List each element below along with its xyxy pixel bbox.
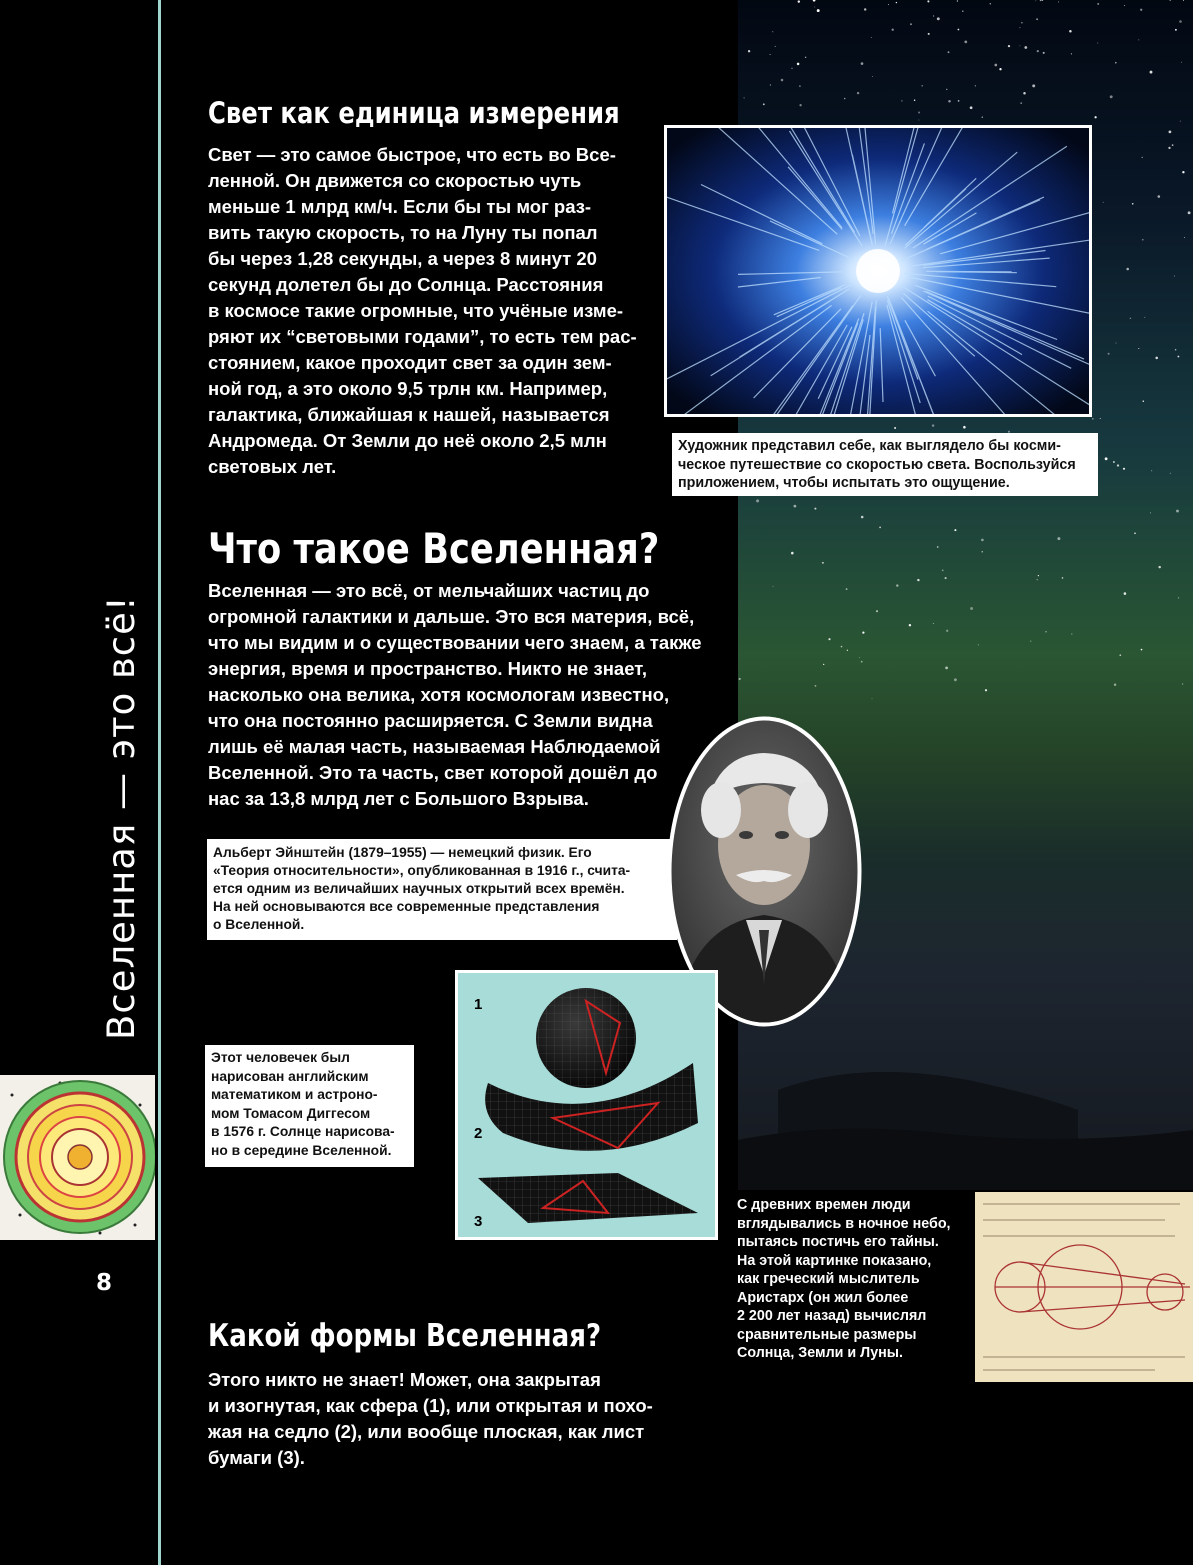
star bbox=[1113, 461, 1115, 463]
text-line: галактика, ближайшая к нашей, называется bbox=[208, 404, 610, 425]
star bbox=[1151, 470, 1152, 471]
text-line: Этого никто не знает! Может, она закрытая bbox=[208, 1369, 601, 1390]
star bbox=[1103, 202, 1104, 203]
star bbox=[1140, 9, 1142, 11]
star bbox=[861, 661, 863, 663]
shape-label-3: 3 bbox=[474, 1213, 483, 1230]
caption-line: о Вселенной. bbox=[213, 917, 305, 932]
star bbox=[1158, 566, 1160, 568]
star bbox=[797, 63, 800, 66]
star bbox=[946, 89, 947, 90]
star bbox=[901, 100, 902, 101]
star bbox=[828, 638, 830, 640]
star bbox=[927, 0, 929, 2]
star bbox=[942, 570, 944, 572]
text-line: ной год, а это около 9,5 трлн км. Например, bbox=[208, 378, 608, 399]
star bbox=[1032, 84, 1035, 87]
star bbox=[1119, 654, 1121, 656]
star bbox=[921, 85, 923, 87]
form-heading: Какой формы Вселенная? bbox=[208, 1318, 602, 1354]
star bbox=[805, 57, 806, 58]
star bbox=[744, 97, 745, 98]
star bbox=[1043, 52, 1045, 54]
star bbox=[954, 678, 957, 681]
star bbox=[970, 106, 973, 109]
star bbox=[1035, 0, 1036, 1]
star bbox=[1037, 50, 1039, 52]
form-body bbox=[208, 1367, 688, 1471]
star bbox=[919, 120, 920, 121]
star bbox=[1142, 239, 1144, 241]
star bbox=[1097, 43, 1098, 44]
text-line: стоянием, какое проходит свет за один зем- bbox=[208, 352, 612, 373]
text-line: огромной галактики и дальше. Это вся материя, всё, bbox=[208, 606, 695, 627]
star bbox=[1071, 53, 1072, 54]
star bbox=[1169, 131, 1172, 134]
star bbox=[1184, 237, 1185, 238]
star bbox=[748, 50, 750, 52]
star bbox=[814, 7, 815, 8]
star bbox=[817, 9, 820, 12]
star bbox=[964, 41, 967, 44]
star bbox=[999, 68, 1001, 70]
text-line: ряют их “световыми годами”, то есть тем рас- bbox=[208, 326, 637, 347]
star bbox=[1142, 157, 1143, 158]
star bbox=[1132, 203, 1134, 205]
star bbox=[1168, 147, 1170, 149]
caption-line: ческое путешествие со скоростью света. Воспользуйся bbox=[678, 456, 1076, 473]
star bbox=[763, 103, 765, 105]
star bbox=[894, 427, 896, 429]
star bbox=[1175, 29, 1177, 31]
star bbox=[978, 644, 979, 645]
sidebar-title bbox=[0, 0, 205, 1040]
star bbox=[1182, 683, 1183, 684]
star bbox=[1008, 45, 1010, 47]
star bbox=[945, 577, 947, 579]
star bbox=[1108, 353, 1110, 355]
universe-shapes-diagram bbox=[458, 973, 715, 1237]
star bbox=[1150, 512, 1151, 513]
star bbox=[770, 84, 771, 85]
caption-line: Художник представил себе, как выглядело бы косми- bbox=[678, 438, 1061, 454]
star bbox=[975, 85, 976, 86]
star bbox=[791, 552, 794, 555]
star bbox=[1174, 276, 1175, 277]
star bbox=[896, 2, 897, 3]
star bbox=[1100, 418, 1101, 419]
caption-line: мом Томасом Диггесом bbox=[211, 1105, 371, 1121]
light-body bbox=[208, 142, 658, 480]
star bbox=[1023, 92, 1026, 95]
star bbox=[1181, 62, 1182, 63]
lightspeed-image bbox=[667, 128, 1089, 414]
rocks-silhouette bbox=[738, 1050, 1193, 1190]
star bbox=[1169, 0, 1171, 1]
aristarchus-manuscript-image bbox=[975, 1192, 1193, 1382]
light-heading: Свет как единица измерения bbox=[208, 96, 620, 130]
star bbox=[1170, 473, 1171, 474]
caption-line: ется одним из величайших научных открытий всех времён. bbox=[213, 881, 625, 896]
star bbox=[823, 664, 824, 665]
star bbox=[1057, 537, 1060, 540]
star bbox=[1123, 468, 1125, 470]
star bbox=[1038, 575, 1039, 576]
caption-line: С древних времен люди bbox=[737, 1197, 911, 1213]
star bbox=[739, 678, 741, 680]
page-number: 8 bbox=[96, 1270, 113, 1296]
text-line: меньше 1 млрд км/ч. Если бы ты мог раз- bbox=[208, 196, 592, 217]
star bbox=[1188, 211, 1191, 214]
star bbox=[954, 529, 956, 531]
star bbox=[1177, 356, 1179, 358]
star bbox=[948, 100, 951, 103]
star bbox=[871, 37, 872, 38]
star bbox=[775, 46, 776, 47]
star bbox=[879, 526, 881, 528]
light-ray bbox=[926, 271, 1012, 272]
aristarchus-caption bbox=[737, 1196, 967, 1366]
star bbox=[861, 62, 864, 65]
star bbox=[1094, 116, 1096, 118]
text-line: и изогнутая, как сфера (1), или открытая и похо- bbox=[208, 1395, 653, 1416]
star bbox=[1110, 95, 1113, 98]
star bbox=[933, 623, 934, 624]
text-line: Вселенная — это всё, от мельчайших частиц до bbox=[208, 580, 650, 601]
star bbox=[1138, 348, 1139, 349]
star bbox=[1069, 30, 1072, 33]
caption-line: но в середине Вселенной. bbox=[211, 1142, 392, 1158]
star bbox=[985, 689, 987, 691]
star bbox=[799, 85, 801, 87]
caption-line: сравнительные размеры bbox=[737, 1326, 917, 1343]
star bbox=[917, 579, 919, 581]
caption-line: Альберт Эйнштейн (1879–1955) — немецкий физик. Его bbox=[213, 845, 592, 860]
star bbox=[914, 100, 915, 101]
star bbox=[1144, 317, 1145, 318]
text-line: секунд долетел бы до Солнца. Расстояния bbox=[208, 274, 604, 295]
star bbox=[822, 562, 824, 564]
star bbox=[814, 508, 816, 510]
star bbox=[910, 23, 912, 25]
star bbox=[844, 98, 846, 100]
star bbox=[1058, 1, 1059, 2]
star bbox=[1105, 457, 1108, 460]
star bbox=[1114, 684, 1116, 686]
star bbox=[1019, 27, 1020, 28]
text-line: бумаги (3). bbox=[208, 1447, 305, 1468]
caption-line: На этой картинке показано, bbox=[737, 1252, 932, 1269]
einstein-caption bbox=[207, 839, 677, 940]
star bbox=[1172, 144, 1174, 146]
star bbox=[799, 104, 801, 106]
star bbox=[857, 92, 859, 94]
star bbox=[772, 31, 773, 32]
star bbox=[963, 426, 966, 429]
star bbox=[1124, 5, 1125, 6]
star bbox=[1071, 634, 1072, 635]
star bbox=[872, 76, 873, 77]
text-line: энергия, время и пространство. Никто не знает, bbox=[208, 658, 648, 679]
star bbox=[990, 3, 992, 5]
star bbox=[815, 685, 817, 687]
star bbox=[846, 588, 848, 590]
text-line: что мы видим и о существовании чего знаем, а также bbox=[208, 632, 702, 653]
text-line: световых лет. bbox=[208, 456, 337, 477]
star bbox=[962, 10, 963, 11]
star bbox=[1030, 641, 1031, 642]
star bbox=[791, 68, 792, 69]
star bbox=[813, 0, 816, 2]
star bbox=[1024, 46, 1027, 49]
text-line: Андромеда. От Земли до неё около 2,5 млн bbox=[208, 430, 607, 451]
star bbox=[981, 539, 984, 542]
star bbox=[1179, 20, 1182, 23]
star bbox=[876, 610, 878, 612]
text-line: бы через 1,28 секунды, а через 8 минут 20 bbox=[208, 248, 597, 269]
star bbox=[994, 64, 997, 67]
shape-diagram-frame bbox=[455, 970, 718, 1240]
star bbox=[1141, 649, 1143, 651]
star bbox=[1092, 418, 1093, 419]
star bbox=[770, 54, 771, 55]
warp-image-frame bbox=[664, 125, 1092, 417]
caption-line: в 1576 г. Солнце нарисова- bbox=[211, 1124, 395, 1139]
warp-caption bbox=[672, 433, 1098, 496]
star bbox=[781, 79, 784, 82]
star bbox=[1020, 102, 1022, 104]
caption-line: 2 200 лет назад) вычислял bbox=[737, 1308, 927, 1324]
star bbox=[1176, 510, 1179, 513]
star bbox=[1157, 195, 1160, 198]
star bbox=[888, 4, 889, 5]
text-line: Свет — это самое быстрое, что есть во Все- bbox=[208, 144, 616, 165]
star bbox=[1182, 171, 1184, 173]
star bbox=[1019, 45, 1020, 46]
text-line: нас за 13,8 млрд лет с Большого Взрыва. bbox=[208, 788, 589, 809]
star bbox=[794, 505, 797, 508]
star bbox=[1150, 71, 1153, 74]
shape-label-1: 1 bbox=[474, 996, 483, 1013]
star bbox=[1130, 318, 1131, 319]
digges-diagram-image bbox=[0, 1075, 155, 1240]
caption-line: приложением, чтобы испытать это ощущение. bbox=[678, 475, 1010, 491]
star bbox=[1116, 343, 1117, 344]
star bbox=[1021, 22, 1023, 24]
star bbox=[1180, 121, 1181, 122]
star bbox=[946, 630, 948, 632]
digges-caption bbox=[205, 1045, 414, 1167]
star bbox=[872, 698, 873, 699]
text-line: насколько она велика, хотя космологам известно, bbox=[208, 684, 670, 705]
caption-line: «Теория относительности», опубликованная в 1916 г., счита- bbox=[213, 863, 631, 878]
star bbox=[1178, 597, 1179, 598]
star bbox=[958, 100, 960, 102]
star bbox=[1097, 3, 1099, 5]
text-line: что она постоянно расширяется. С Земли видна bbox=[208, 710, 653, 731]
star bbox=[909, 624, 911, 626]
universe-body bbox=[208, 578, 728, 812]
star bbox=[937, 546, 939, 548]
caption-line: математиком и астроно- bbox=[211, 1087, 378, 1102]
caption-line: Солнца, Земли и Луны. bbox=[737, 1345, 903, 1361]
text-line: ленной. Он движется со скоростью чуть bbox=[208, 170, 582, 191]
text-line: в космосе такие огромные, что учёные изме- bbox=[208, 300, 624, 321]
star bbox=[841, 646, 843, 648]
text-line: лишь её малая часть, называемая Наблюдаемой bbox=[208, 736, 661, 757]
star bbox=[861, 516, 864, 519]
caption-line: пытаясь постичь его тайны. bbox=[737, 1234, 939, 1250]
star bbox=[864, 8, 866, 10]
text-line: Вселенной. Это та часть, свет которой дошёл до bbox=[208, 762, 658, 783]
star bbox=[1143, 400, 1145, 402]
star bbox=[1045, 631, 1046, 632]
star bbox=[957, 0, 958, 1]
star bbox=[1126, 268, 1129, 271]
shape-label-2: 2 bbox=[474, 1125, 483, 1142]
star bbox=[756, 499, 759, 502]
caption-line: вглядывались в ночное небо, bbox=[737, 1215, 951, 1232]
star bbox=[948, 51, 950, 53]
star bbox=[1183, 0, 1184, 1]
star bbox=[1115, 62, 1117, 64]
star bbox=[957, 29, 959, 31]
star bbox=[862, 632, 864, 634]
star bbox=[918, 111, 920, 113]
sidebar-title-text: Вселенная — это всё! bbox=[100, 595, 143, 1040]
star bbox=[798, 0, 800, 2]
star bbox=[1155, 357, 1158, 360]
caption-line: как греческий мыслитель bbox=[737, 1271, 920, 1287]
star bbox=[1117, 464, 1119, 466]
star bbox=[933, 15, 934, 16]
text-line: жая на седло (2), или вообще плоская, как лист bbox=[208, 1421, 645, 1442]
star bbox=[932, 424, 934, 426]
star bbox=[928, 33, 930, 35]
star bbox=[1036, 18, 1038, 20]
caption-line: нарисован английским bbox=[211, 1068, 369, 1084]
caption-line: На ней основываются все современные представления bbox=[213, 899, 600, 914]
star bbox=[773, 586, 774, 587]
universe-heading: Что такое Вселенная? bbox=[208, 524, 660, 573]
star bbox=[1037, 579, 1038, 580]
star bbox=[970, 607, 973, 610]
star bbox=[1040, 0, 1042, 1]
star bbox=[1042, 0, 1043, 1]
star bbox=[937, 17, 940, 20]
caption-line: Аристарх (он жил более bbox=[737, 1289, 909, 1306]
star bbox=[982, 551, 983, 552]
star bbox=[892, 29, 894, 31]
text-line: вить такую скорость, то на Луну ты попал bbox=[208, 222, 598, 243]
star bbox=[1138, 39, 1139, 40]
star bbox=[1134, 532, 1136, 534]
caption-line: Этот человечек был bbox=[211, 1050, 350, 1065]
star bbox=[859, 657, 860, 658]
star bbox=[847, 650, 848, 651]
star bbox=[1062, 577, 1064, 579]
star bbox=[1175, 349, 1177, 351]
star bbox=[1124, 592, 1127, 595]
star bbox=[896, 584, 898, 586]
star bbox=[982, 116, 984, 118]
star bbox=[945, 667, 948, 670]
